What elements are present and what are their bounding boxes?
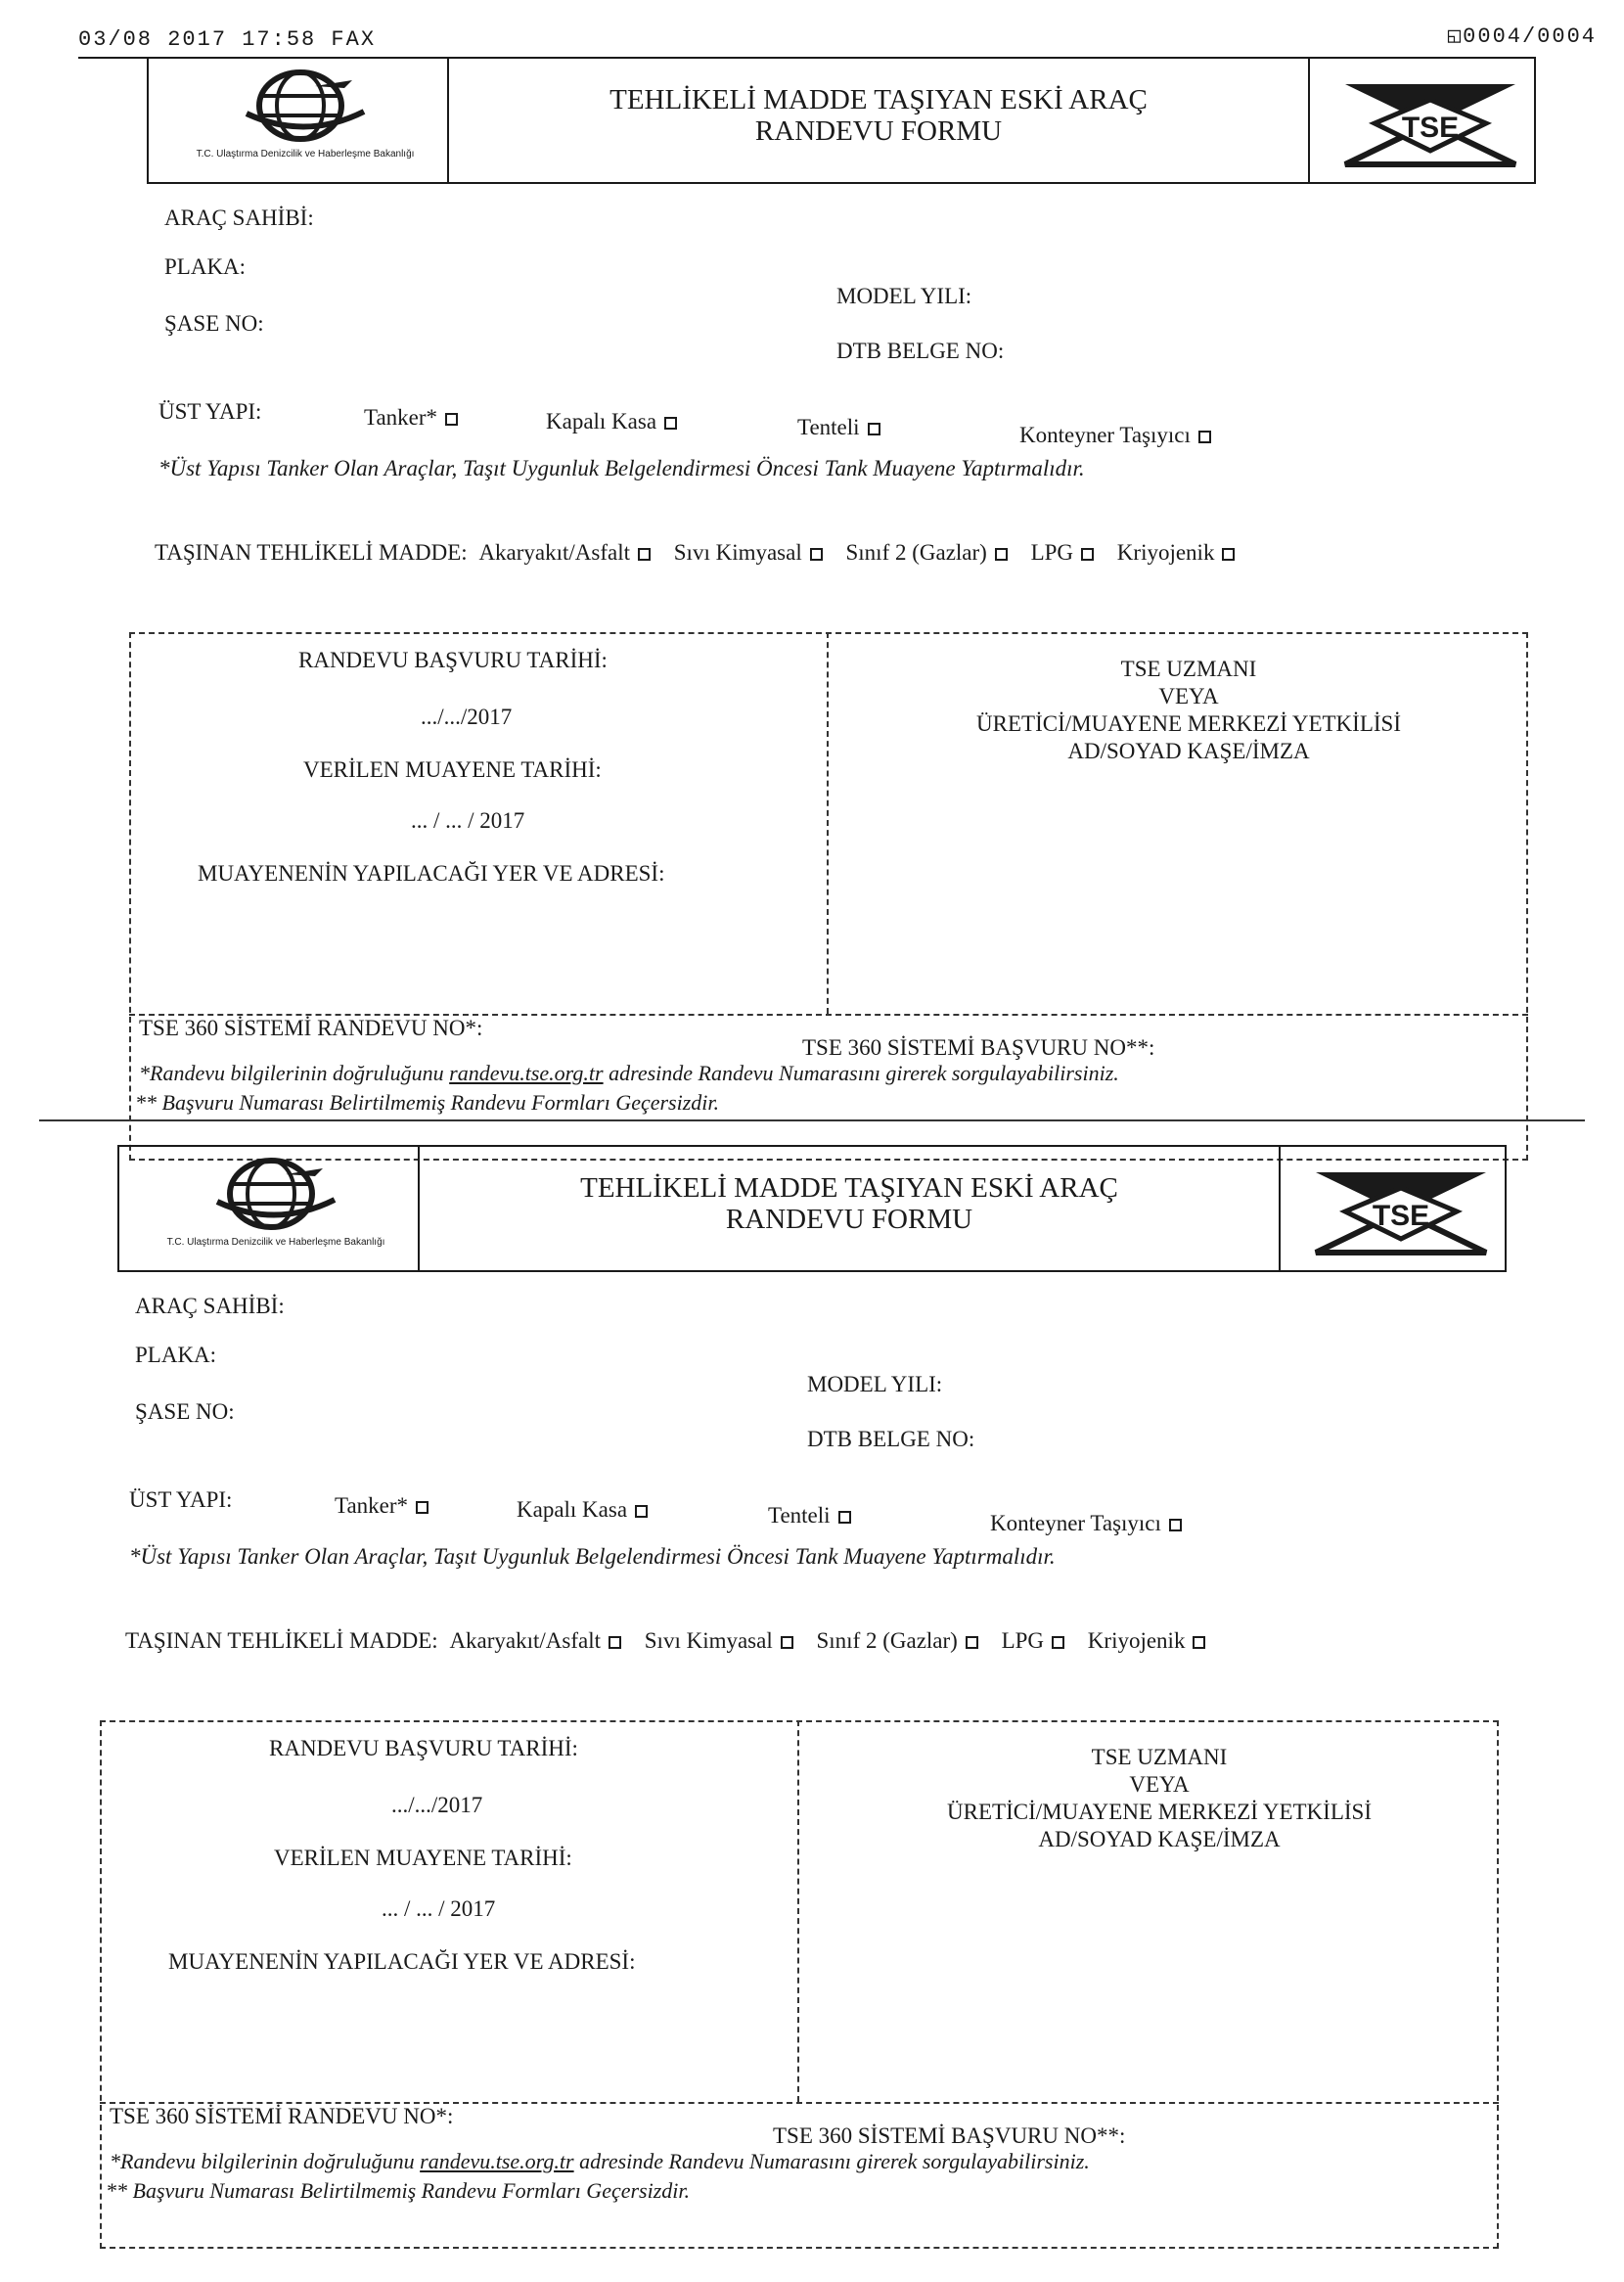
tenteli-label: Tenteli — [768, 1503, 831, 1528]
ad-soyad-label: AD/SOYAD KAŞE/İMZA — [1067, 739, 1310, 763]
ad-soyad-label: AD/SOYAD KAŞE/İMZA — [1038, 1827, 1281, 1851]
sase-no-label: ŞASE NO: — [164, 311, 264, 336]
plaka-label: PLAKA: — [135, 1343, 217, 1367]
randevu-date-field[interactable]: .../.../2017 — [391, 1793, 483, 1817]
kapali-kasa-option[interactable] — [517, 1497, 648, 1523]
konteyner-checkbox[interactable] — [1169, 1519, 1182, 1531]
lpg-checkbox[interactable] — [1052, 1636, 1064, 1649]
randevu-info-note — [139, 1061, 1119, 1086]
verilen-muayene-tarihi-label: VERİLEN MUAYENE TARİHİ: — [274, 1846, 572, 1870]
appointment-form — [0, 57, 1624, 1133]
sinif2-label: Sınıf 2 (Gazlar) — [816, 1628, 958, 1653]
fax-page-icon: ◱ — [1447, 24, 1464, 49]
tanker-label: Tanker* — [364, 405, 438, 430]
kriyojenik-label: Kriyojenik — [1116, 540, 1215, 565]
akaryakit-checkbox[interactable] — [638, 548, 651, 561]
globe-icon — [168, 67, 432, 149]
akaryakit-checkbox[interactable] — [609, 1636, 621, 1649]
tanker-option[interactable] — [364, 405, 458, 431]
akaryakit-label: Akaryakıt/Asfalt — [478, 540, 631, 565]
tse-logo — [1337, 74, 1523, 172]
basvuru-no-label: TSE 360 SİSTEMİ BAŞVURU NO**: — [802, 1035, 1155, 1060]
tse-logo — [1308, 1163, 1494, 1260]
konteyner-label: Konteyner Taşıyıcı — [990, 1511, 1161, 1535]
sivi-kimyasal-label: Sıvı Kimyasal — [673, 540, 802, 565]
lpg-label: LPG — [1030, 540, 1074, 565]
kriyojenik-checkbox[interactable] — [1193, 1636, 1205, 1649]
fax-timestamp: 03/08 2017 17:58 FAX — [78, 27, 377, 52]
akaryakit-label: Akaryakıt/Asfalt — [449, 1628, 602, 1653]
form-title-line2: RANDEVU FORMU — [754, 115, 1003, 147]
appointment-divider — [797, 1720, 799, 2102]
tanker-checkbox[interactable] — [416, 1501, 429, 1514]
konteyner-option[interactable] — [1019, 423, 1211, 448]
tasinan-madde-option-row — [155, 540, 1235, 566]
globe-icon — [139, 1155, 403, 1237]
fax-page-number — [1448, 23, 1597, 49]
sase-no-label: ŞASE NO: — [135, 1399, 235, 1424]
konteyner-option[interactable] — [990, 1511, 1182, 1536]
uretici-label: ÜRETİCİ/MUAYENE MERKEZİ YETKİLİSİ — [976, 711, 1401, 736]
tse-logo-icon — [1337, 74, 1523, 172]
dtb-belge-no-label: DTB BELGE NO: — [807, 1427, 975, 1451]
randevu-no-label: TSE 360 SİSTEMİ RANDEVU NO*: — [110, 2104, 454, 2128]
konteyner-checkbox[interactable] — [1198, 431, 1211, 443]
form-title — [420, 1172, 1279, 1235]
header-divider — [1279, 1147, 1281, 1270]
plaka-label: PLAKA: — [164, 254, 247, 279]
dtb-belge-no-label: DTB BELGE NO: — [836, 339, 1005, 363]
appointment-divider — [827, 632, 829, 1014]
tasinan-madde-label: TAŞINAN TEHLİKELİ MADDE: — [125, 1628, 438, 1653]
ministry-name: T.C. Ulaştırma Denizcilik ve Haberleşme Bakanlığı — [196, 149, 415, 160]
basvuru-no-label: TSE 360 SİSTEMİ BAŞVURU NO**: — [773, 2123, 1126, 2148]
form-separator — [39, 1119, 1585, 1121]
randevu-link[interactable]: randevu.tse.org.tr — [420, 2149, 574, 2173]
tenteli-checkbox[interactable] — [868, 423, 880, 435]
basvuru-invalid-note: ** Başvuru Numarası Belirtilmemiş Randevu Formları Geçersizdir. — [106, 2178, 691, 2203]
basvuru-invalid-note: ** Başvuru Numarası Belirtilmemiş Randevu Formları Geçersizdir. — [135, 1090, 720, 1115]
muayene-yeri-label: MUAYENENİN YAPILACAĞI YER VE ADRESİ: — [168, 1949, 636, 1974]
ust-yapi-note: *Üst Yapısı Tanker Olan Araçlar, Taşıt Uygunluk Belgelendirmesi Öncesi Tank Muayene Yaptırmalıdır. — [158, 456, 1085, 480]
ust-yapi-label: ÜST YAPI: — [129, 1487, 233, 1512]
randevu-link[interactable]: randevu.tse.org.tr — [449, 1061, 604, 1085]
tasinan-madde-option-row — [125, 1628, 1205, 1654]
muayene-date-field[interactable]: ... / ... / 2017 — [382, 1896, 496, 1921]
signature-block — [851, 656, 1526, 765]
lpg-label: LPG — [1001, 1628, 1045, 1653]
tse-logo-icon — [1308, 1163, 1494, 1260]
note-text: adresinde Randevu Numarasını girerek sorgulayabilirsiniz. — [609, 1061, 1119, 1085]
form-title-line1: TEHLİKELİ MADDE TAŞIYAN ESKİ ARAÇ — [609, 84, 1148, 115]
tse-uzmani-label: TSE UZMANI — [1120, 657, 1257, 681]
appointment-form — [0, 1145, 1595, 2221]
form-header — [147, 57, 1536, 184]
verilen-muayene-tarihi-label: VERİLEN MUAYENE TARİHİ: — [303, 757, 602, 782]
sinif2-checkbox[interactable] — [995, 548, 1008, 561]
tanker-checkbox[interactable] — [445, 413, 458, 426]
muayene-date-field[interactable]: ... / ... / 2017 — [411, 808, 525, 833]
tenteli-label: Tenteli — [797, 415, 860, 439]
tanker-label: Tanker* — [335, 1493, 409, 1518]
sinif2-checkbox[interactable] — [966, 1636, 978, 1649]
fax-page-label: 0004/0004 — [1463, 24, 1597, 49]
ministry-name: T.C. Ulaştırma Denizcilik ve Haberleşme Bakanlığı — [166, 1237, 385, 1248]
uretici-label: ÜRETİCİ/MUAYENE MERKEZİ YETKİLİSİ — [947, 1800, 1372, 1824]
kapali-kasa-checkbox[interactable] — [635, 1505, 648, 1518]
sivi-kimyasal-label: Sıvı Kimyasal — [644, 1628, 773, 1653]
note-text: *Randevu bilgilerinin doğruluğunu — [110, 2149, 415, 2173]
ust-yapi-label: ÜST YAPI: — [158, 399, 262, 424]
tenteli-checkbox[interactable] — [838, 1511, 851, 1524]
ust-yapi-note: *Üst Yapısı Tanker Olan Araçlar, Taşıt Uygunluk Belgelendirmesi Öncesi Tank Muayene Yaptırmalıdır. — [129, 1544, 1056, 1569]
form-container-bottom — [0, 1145, 1595, 2221]
tenteli-option[interactable] — [797, 415, 880, 440]
form-title — [449, 84, 1308, 147]
signature-block — [822, 1744, 1497, 1853]
form-header — [117, 1145, 1507, 1272]
note-text: adresinde Randevu Numarasını girerek sorgulayabilirsiniz. — [579, 2149, 1090, 2173]
sivi-kimyasal-checkbox[interactable] — [781, 1636, 793, 1649]
kriyojenik-checkbox[interactable] — [1222, 548, 1235, 561]
randevu-date-field[interactable]: .../.../2017 — [421, 705, 513, 729]
ministry-logo — [139, 1155, 403, 1266]
sivi-kimyasal-checkbox[interactable] — [810, 548, 823, 561]
veya-label: VEYA — [1129, 1772, 1190, 1797]
tenteli-option[interactable] — [768, 1503, 851, 1529]
randevu-basvuru-tarihi-label: RANDEVU BAŞVURU TARİHİ: — [269, 1736, 578, 1760]
kriyojenik-label: Kriyojenik — [1087, 1628, 1186, 1653]
konteyner-label: Konteyner Taşıyıcı — [1019, 423, 1191, 447]
model-yili-label: MODEL YILI: — [807, 1372, 943, 1396]
form-title-line1: TEHLİKELİ MADDE TAŞIYAN ESKİ ARAÇ — [580, 1172, 1118, 1204]
arac-sahibi-label: ARAÇ SAHİBİ: — [164, 205, 314, 230]
ministry-logo — [168, 67, 432, 178]
randevu-info-note — [110, 2149, 1090, 2174]
arac-sahibi-label: ARAÇ SAHİBİ: — [135, 1294, 285, 1318]
form-title-line2: RANDEVU FORMU — [725, 1204, 973, 1235]
muayene-yeri-label: MUAYENENİN YAPILACAĞI YER VE ADRESİ: — [198, 861, 665, 886]
tanker-option[interactable] — [335, 1493, 429, 1519]
randevu-basvuru-tarihi-label: RANDEVU BAŞVURU TARİHİ: — [298, 648, 608, 672]
tse-logo-text: TSE — [1372, 1200, 1430, 1232]
randevu-no-label: TSE 360 SİSTEMİ RANDEVU NO*: — [139, 1016, 483, 1040]
kapali-kasa-label: Kapalı Kasa — [546, 409, 657, 434]
form-container-top — [0, 57, 1624, 1133]
kapali-kasa-label: Kapalı Kasa — [517, 1497, 628, 1522]
note-text: *Randevu bilgilerinin doğruluğunu — [139, 1061, 444, 1085]
kapali-kasa-checkbox[interactable] — [664, 417, 677, 430]
tse-uzmani-label: TSE UZMANI — [1091, 1745, 1228, 1769]
lpg-checkbox[interactable] — [1081, 548, 1094, 561]
header-divider — [1308, 59, 1310, 182]
tse-logo-text: TSE — [1401, 112, 1460, 144]
tasinan-madde-label: TAŞINAN TEHLİKELİ MADDE: — [155, 540, 468, 565]
kapali-kasa-option[interactable] — [546, 409, 677, 434]
veya-label: VEYA — [1158, 684, 1219, 708]
model-yili-label: MODEL YILI: — [836, 284, 972, 308]
sinif2-label: Sınıf 2 (Gazlar) — [845, 540, 987, 565]
